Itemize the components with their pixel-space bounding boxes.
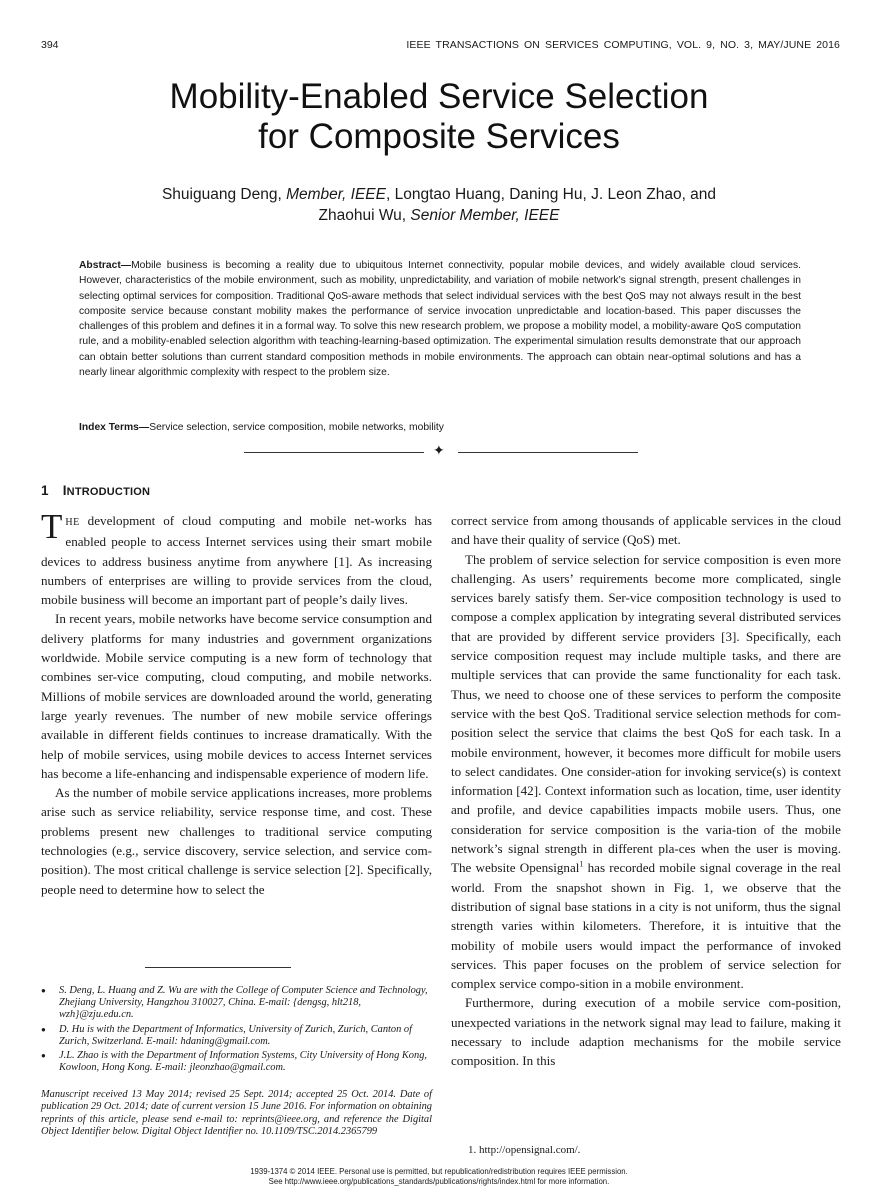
paper-title <box>0 77 878 157</box>
footnote-rule <box>145 967 291 968</box>
abstract <box>79 258 801 380</box>
paragraph-text: The problem of service selection for service composition is even more challenging. As users’ requirements become more complicated, single services barely satisfy them. Ser-vice composition technology is used to compose a complex application by integrating several distributed services that are provided by different service providers [3]. Specifically, each service composition request may include multiple tasks, and there are multiple services that can provide the same functionality for each task. Thus, we need to choose one of these services to perform the composite service with the best QoS. Traditional service selection methods for com-position select the service that claims the best QoS for each task. In a mobile environment, however, it becomes more difficult for mobile users to select candidates. One consider-ation for invoking service(s) is context information [42]. Context information such as location, time, user identity and profile, and device capabilities impacts mobile users. Thus, one consideration for service composition is the varia-tion of the mobile network’s signal strength in different pla-ces when the user is moving. The website Opensignal <box>451 551 841 876</box>
right-column <box>451 511 841 1071</box>
affiliation-item: ● J.L. Zhao is with the Department of Information Systems, City University of Hong Kong, Kowloon, Hong Kong. E-mail: jleonzhao@gmail.com. <box>41 1050 432 1074</box>
section-title-rest: NTRODUCTION <box>66 486 151 498</box>
copyright-footer <box>0 1167 878 1187</box>
footnote-marker: 1 <box>579 859 584 869</box>
page-number: 394 <box>41 39 59 51</box>
section-heading <box>41 483 150 498</box>
paragraph <box>41 507 432 609</box>
paragraph <box>451 550 841 994</box>
affiliation-item: ● S. Deng, L. Huang and Z. Wu are with the College of Computer Science and Technology, Zhejiang University, Hangzhou 310027, China. E-mail: {dengsg, hlt218, wzh}@zju.edu.cn. <box>41 985 432 1022</box>
section-separator <box>244 445 638 459</box>
paragraph: Furthermore, during execution of a mobile service com-position, unexpected variations in the network signal may lead to failure, making it necessary to include adaption mechanisms for the mobile service composition. In this <box>451 995 841 1069</box>
paragraph: correct service from among thousands of applicable services in the cloud and have their quality of service (QoS) met. <box>451 513 841 548</box>
section-number: 1 <box>41 483 49 498</box>
footer-line-1: 1939-1374 © 2014 IEEE. Personal use is permitted, but republication/redistribution requires IEEE permission. <box>250 1167 628 1176</box>
author-wu: Zhaohui Wu, <box>318 207 411 224</box>
drop-cap: T <box>41 507 63 546</box>
affiliations <box>41 985 432 1076</box>
index-terms <box>79 420 801 435</box>
abstract-label: Abstract— <box>79 260 132 271</box>
author-deng-role: Member, IEEE <box>286 186 386 203</box>
author-list <box>0 184 878 226</box>
footer-line-2: See http://www.ieee.org/publications_standards/publications/rights/index.html for more information. <box>268 1177 610 1186</box>
separator-star-icon: ✦ <box>433 444 445 459</box>
author-wu-role: Senior Member, IEEE <box>410 207 560 224</box>
abstract-text: Mobile business is becoming a reality due to ubiquitous Internet connectivity, popular mobile devices, and widely available cloud services. However, characteristics of the mobile environment, such as mobility, unpredictability, and variation of mobile network’s signal strength, present challenges in selecting optimal services for composition. Traditional QoS-aware methods that select individual services with the best QoS may not always result in the best composite service because constant mobility makes the performance of service invocation unpredictable and location-based. This paper discusses the challenges of this problem and defines it in a formal way. To solve this new research problem, we propose a mobility model, a mobility-aware QoS computation rule, and a mobility-enabled selection algorithm with teaching-learning-based optimization. The experimental simulation results demonstrate that our approach can obtain better solutions than current standard composition methods in mobile environments. The approach can obtain near-optimal solutions and has a nearly linear algorithmic complexity with respect to the problem size. <box>79 260 801 379</box>
separator-line-left <box>244 452 424 453</box>
footnote-url: 1. http://opensignal.com/. <box>468 1144 581 1156</box>
paragraph-text: has recorded mobile signal coverage in the real world. From the snapshot shown in Fig. 1, we observe that the distribution of signal base stations in a city is not uniform, thus the signal strength varies within kilometers. Therefore, it is intuitive that the mobility of mobile users would impact the performance of invoked services. This paper focuses on the problem of service selection for complex service compo-sition in a mobile environment. <box>451 860 841 992</box>
title-line-2: for Composite Services <box>258 117 620 156</box>
index-terms-text: Service selection, service composition, mobile networks, mobility <box>149 422 444 433</box>
separator-line-right <box>458 452 638 453</box>
title-line-1: Mobility-Enabled Service Selection <box>169 77 709 116</box>
smallcaps-lead: HE <box>65 517 80 528</box>
paragraph-text: development of cloud computing and mobile net-works has enabled people to access Internet services using their smart mobile devices to address business anytime from anywhere [1]. As increasing numbers of enterprises are willing to provide services from the cloud, mobile business will become an important part of people’s daily lives. <box>41 513 432 608</box>
author-others: , Longtao Huang, Daning Hu, J. Leon Zhao, and <box>386 186 717 203</box>
journal-header: IEEE TRANSACTIONS ON SERVICES COMPUTING, VOL. 9, NO. 3, MAY/JUNE 2016 <box>406 39 840 51</box>
author-deng: Shuiguang Deng, <box>161 186 287 203</box>
manuscript-note: Manuscript received 13 May 2014; revised 25 Sept. 2014; accepted 25 Oct. 2014. Date of publication 29 Oct. 2014; date of current version 15 June 2016. For information on obtaining reprints of this article, please send e-mail to: reprints@ieee.org, and reference the Digital Object Identifier below. Digital Object Identifier no. 10.1109/TSC.2014.2365799 <box>41 1089 432 1137</box>
affiliation-item: ● D. Hu is with the Department of Informatics, University of Zurich, Zurich, Canton of Zurich, Switzerland. E-mail: hdaning@gmail.com. <box>41 1024 432 1048</box>
left-column <box>41 507 432 899</box>
paragraph: As the number of mobile service applications increases, more problems arise such as service reliability, service response time, and cost. These problems present new challenges to traditional service computing technologies (e.g., service discovery, service selection, and service com-position). The most critical challenge is service selection [2]. Specifically, people need to determine how to select the <box>41 785 432 897</box>
paragraph: In recent years, mobile networks have become service consumption and delivery platforms for many industries and government organizations worldwide. Mobile service computing is a new form of technology that combines ser-vice computing, cloud computing, and mobile networks. Millions of mobile services are downloaded around the world, generating large yearly revenues. The number of new mobile service offerings available in different fields continues to increase dramatically. With the help of mobile services, using mobile devices to access Internet services has become a life-enhancing and indispensable experience of modern life. <box>41 611 432 781</box>
section-title-initial: I <box>62 483 67 498</box>
index-terms-label: Index Terms— <box>79 422 150 433</box>
